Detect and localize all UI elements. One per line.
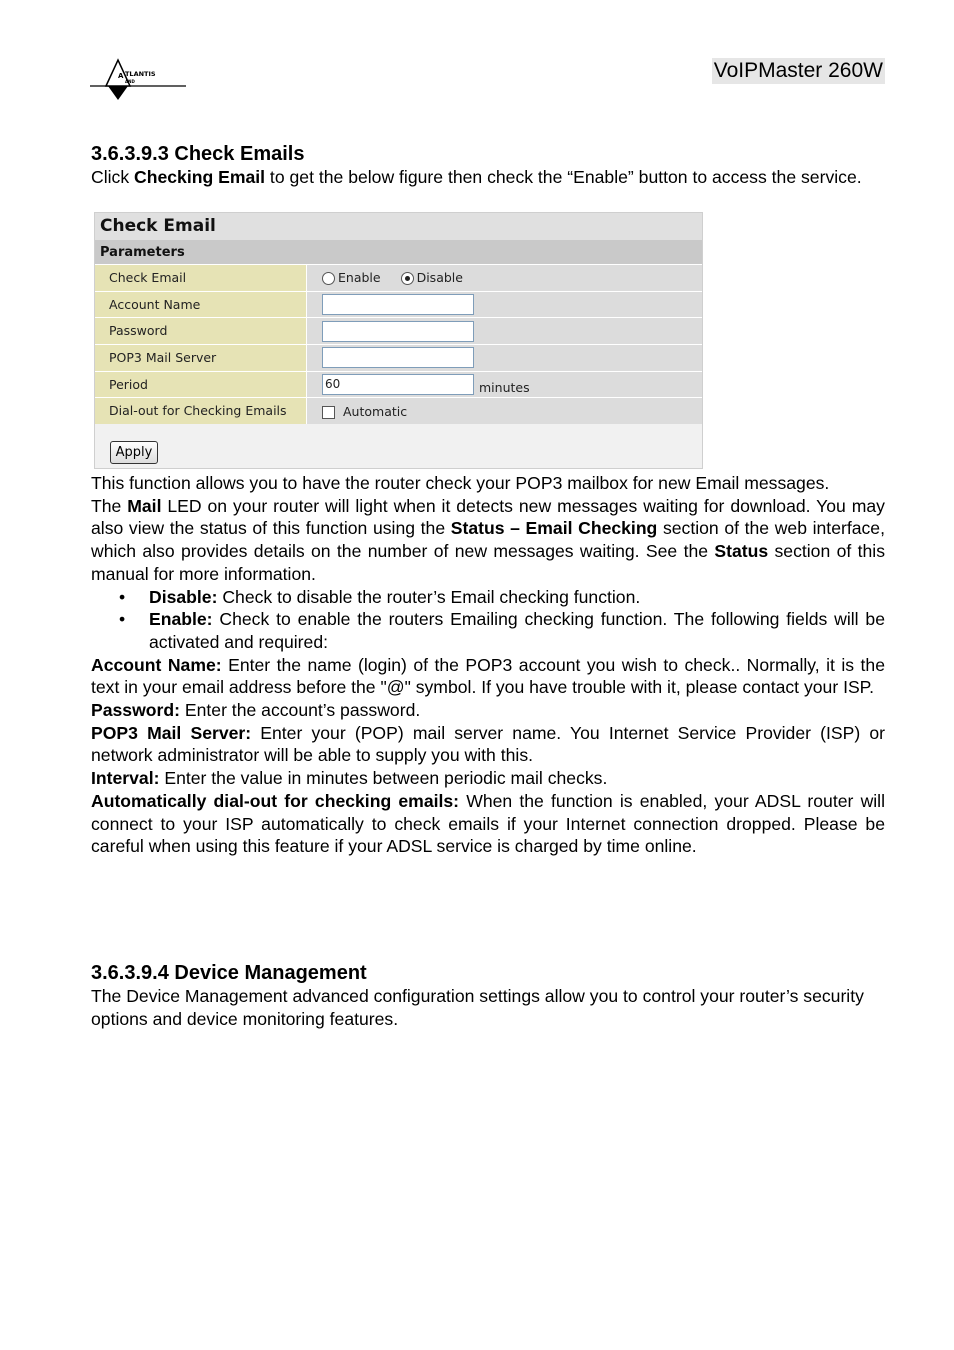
section-heading: 3.6.3.9.3 Check Emails bbox=[91, 143, 305, 165]
definition: Password: Enter the account’s password. bbox=[91, 700, 421, 721]
radio-icon bbox=[322, 272, 335, 285]
check-email-panel bbox=[94, 212, 703, 469]
row-account-name bbox=[95, 291, 702, 318]
period-unit: minutes bbox=[479, 380, 530, 396]
list-item: • Disable: Check to disable the router’s Email checking function. bbox=[149, 586, 885, 609]
radio-selected-icon bbox=[401, 272, 414, 285]
definition: Account Name: Enter the name (login) of the POP3 account you wish to check.. Normally, it is the text in your email address before the "@" symbol. If you have trouble with it, please contact your ISP. bbox=[91, 654, 886, 698]
paragraph: This function allows you to have the router check your POP3 mailbox for new Email messages. bbox=[91, 473, 830, 493]
password-input[interactable] bbox=[322, 321, 474, 342]
parameters-header: Parameters bbox=[95, 240, 702, 264]
disable-radio[interactable]: Disable bbox=[401, 270, 463, 285]
paragraph: The Device Management advanced configuration settings allow you to control your router’s security options and device monitoring features. bbox=[91, 986, 864, 1029]
row-label: Dial-out for Checking Emails bbox=[95, 398, 307, 424]
row-label: Account Name bbox=[95, 292, 307, 318]
section-check-emails bbox=[91, 142, 885, 189]
row-password bbox=[95, 317, 702, 344]
enable-radio[interactable]: Enable bbox=[322, 270, 381, 285]
section-heading: 3.6.3.9.4 Device Management bbox=[91, 962, 367, 984]
row-dialout bbox=[95, 397, 702, 424]
svg-text:TLANTIS: TLANTIS bbox=[125, 70, 156, 78]
document-header-title: VoIPMaster 260W bbox=[713, 59, 883, 82]
automatic-checkbox[interactable]: Automatic bbox=[322, 404, 407, 419]
period-input[interactable]: 60 bbox=[322, 374, 474, 395]
intro-paragraph: Click Checking Email to get the below figure then check the “Enable” button to access the service. bbox=[91, 167, 862, 187]
list-item: • Enable: Check to enable the routers Emailing checking function. The following fields will be activated and required: bbox=[149, 608, 885, 653]
row-period bbox=[95, 371, 702, 398]
option-list bbox=[91, 586, 885, 654]
atlantis-logo bbox=[88, 56, 188, 100]
checkbox-icon bbox=[322, 406, 335, 419]
row-pop3-server bbox=[95, 344, 702, 371]
logo-brand-text: A bbox=[118, 72, 124, 80]
row-label: Password bbox=[95, 318, 307, 344]
definition: POP3 Mail Server: Enter your (POP) mail server name. You Internet Service Provider (ISP) or network administrator will be able to supply you with this. bbox=[91, 722, 886, 766]
pop3-server-input[interactable] bbox=[322, 347, 474, 368]
account-name-input[interactable] bbox=[322, 294, 474, 315]
definition: Interval: Enter the value in minutes between periodic mail checks. bbox=[91, 768, 608, 789]
row-label: Period bbox=[95, 372, 307, 398]
panel-title: Check Email bbox=[95, 213, 702, 240]
apply-button[interactable]: Apply bbox=[110, 441, 158, 464]
body-text bbox=[91, 472, 885, 858]
definition: Automatically dial-out for checking emails: When the function is enabled, your ADSL router will connect to your ISP automatically to check emails if your Internet connection dropped. Please be careful when using this feature if your ADSL service is charged by time online. bbox=[91, 790, 885, 857]
row-check-email bbox=[95, 264, 702, 291]
paragraph: The Mail LED on your router will light when it detects new messages waiting for download. You may also view the status of this function using the Status – Email Checking section of the web interface, which also provides details on the number of new messages waiting. See the Status section of this manual for more information. bbox=[91, 495, 885, 584]
svg-text:AND: AND bbox=[125, 79, 135, 84]
section-device-management bbox=[91, 961, 885, 1030]
row-label: POP3 Mail Server bbox=[95, 345, 307, 371]
row-label: Check Email bbox=[95, 265, 307, 291]
